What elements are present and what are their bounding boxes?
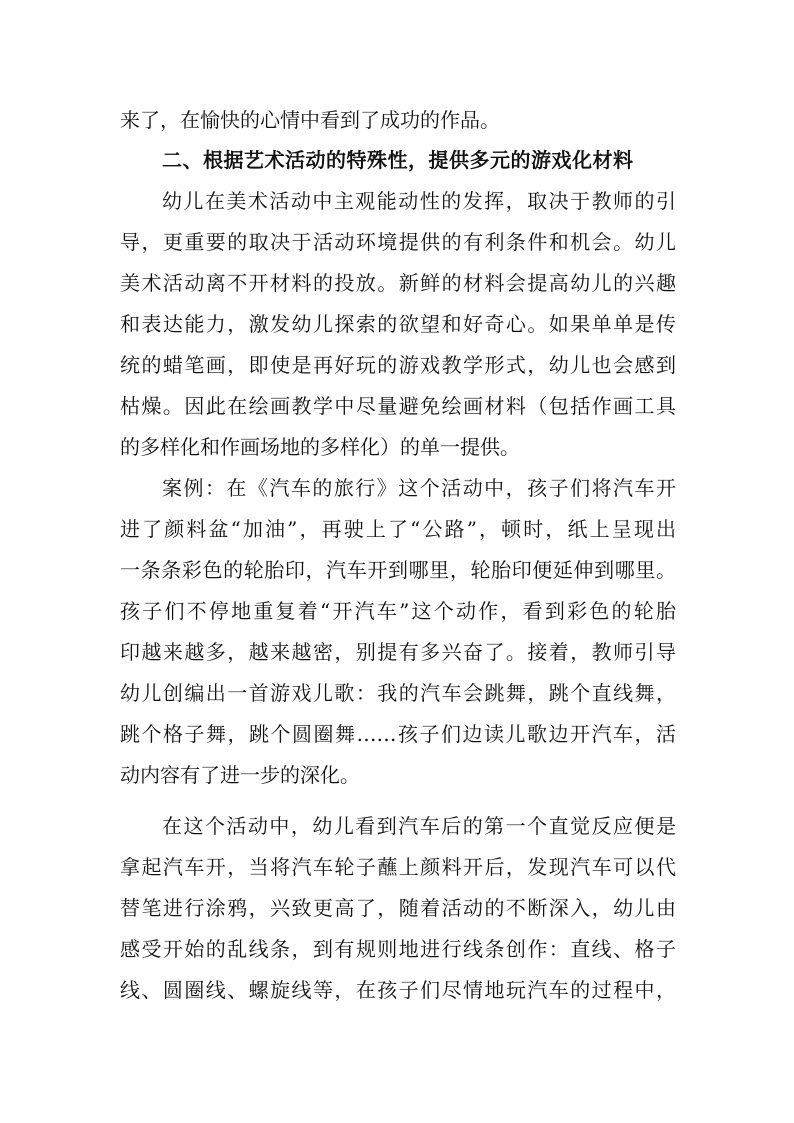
text-line: 一条条彩色的轮胎印，汽车开到哪里，轮胎印便延伸到哪里。: [120, 558, 676, 582]
paragraph-first-line: 在这个活动中，幼儿看到汽车后的第一个直觉反应便是: [162, 814, 676, 838]
text-line: 枯燥。因此在绘画教学中尽量避免绘画材料（包括作画工具: [120, 394, 676, 418]
text-line: 感受开始的乱线条，到有规则地进行线条创作：直线、格子: [120, 937, 676, 961]
text-line: 美术活动离不开材料的投放。新鲜的材料会提高幼儿的兴趣: [120, 271, 676, 295]
text-line: 来了，在愉快的心情中看到了成功的作品。: [120, 108, 500, 132]
text-line: 的多样化和作画场地的多样化）的单一提供。: [120, 435, 520, 459]
section-heading: 二、根据艺术活动的特殊性，提供多元的游戏化材料: [162, 148, 634, 172]
text-line: 进了颜料盆“加油”，再驶上了“公路”，顿时，纸上呈现出: [120, 517, 676, 541]
text-line: 拿起汽车开，当将汽车轮子蘸上颜料开后，发现汽车可以代: [120, 855, 676, 879]
text-line: 幼儿创编出一首游戏儿歌：我的汽车会跳舞，跳个直线舞，: [120, 681, 676, 705]
text-line: 动内容有了进一步的深化。: [120, 763, 360, 787]
paragraph-first-line: 幼儿在美术活动中主观能动性的发挥，取决于教师的引: [162, 189, 676, 213]
text-line: 导，更重要的取决于活动环境提供的有利条件和机会。幼儿: [120, 230, 676, 254]
text-line: 印越来越多，越来越密，别提有多兴奋了。接着，教师引导: [120, 640, 676, 664]
text-line: 和表达能力，激发幼儿探索的欲望和好奇心。如果单单是传: [120, 312, 676, 336]
paragraph-first-line: 案例：在《汽车的旅行》这个活动中，孩子们将汽车开: [162, 476, 676, 500]
text-line: 孩子们不停地重复着“开汽车”这个动作，看到彩色的轮胎: [120, 599, 676, 623]
text-line: 线、圆圈线、螺旋线等，在孩子们尽情地玩汽车的过程中，: [120, 978, 676, 1002]
text-line: 替笔进行涂鸦，兴致更高了，随着活动的不断深入，幼儿由: [120, 896, 676, 920]
text-line: 跳个格子舞，跳个圆圈舞……孩子们边读儿歌边开汽车，活: [120, 722, 676, 746]
text-line: 统的蜡笔画，即使是再好玩的游戏教学形式，幼儿也会感到: [120, 353, 676, 377]
